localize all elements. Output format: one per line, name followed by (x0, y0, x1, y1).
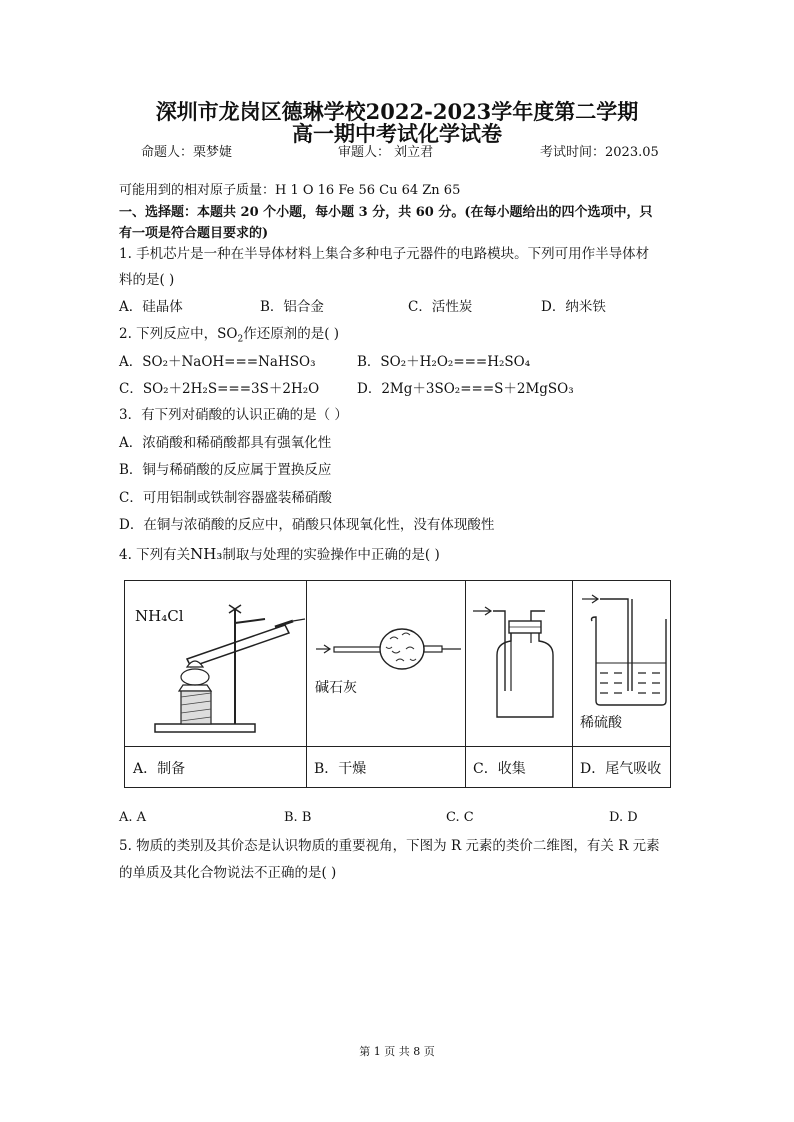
section1-instructions-line1: 一、选择题：本题共 20 个小题，每小题 3 分，共 60 分。(在每小题给出的四个选项中，只 (119, 205, 653, 220)
q5-stem-line1: 5. 物质的类别及其价态是认识物质的重要视角，下图为 R 元素的类价二维图，有关 R 元素 (119, 838, 660, 854)
exam-time: 考试时间：2023.05 (540, 145, 659, 160)
page-footer: 第 1 页 共 8 页 (359, 1045, 435, 1058)
q2-stem: 2. 下列反应中，$SO_2$作还原剂的是( ) (119, 326, 340, 345)
q1-option-b[interactable]: B．铝合金 (260, 299, 324, 315)
apparatus-b-label: 碱石灰 (315, 680, 357, 696)
caption-b: B．干燥 (314, 761, 367, 777)
reviewer-info: 审题人： 刘立君 (338, 145, 434, 160)
q1-option-c[interactable]: C．活性炭 (408, 299, 473, 315)
q1-option-a[interactable]: A．硅晶体 (119, 299, 183, 315)
setter-info: 命题人：栗梦婕 (141, 145, 233, 160)
apparatus-a-heating-illustration (125, 581, 306, 746)
caption-a: A．制备 (133, 761, 186, 777)
exam-title-line1: 深圳市龙岗区德琳学校2022-2023学年度第二学期 (155, 99, 639, 124)
apparatus-a-label: NH₄Cl (135, 607, 184, 625)
q3-option-b[interactable]: B．铜与稀硝酸的反应属于置换反应 (119, 462, 332, 478)
apparatus-d-label: 稀硫酸 (580, 715, 622, 731)
caption-d: D．尾气吸收 (580, 761, 662, 777)
q2-option-d[interactable]: D．2Mg＋3SO₂===S＋2MgSO₃ (357, 381, 574, 397)
q1-stem-line1: 1. 手机芯片是一种在半导体材料上集合多种电子元器件的电路模块。下列可用作半导体材 (119, 246, 650, 262)
section1-instructions-line2: 有一项是符合题目要求的) (119, 226, 269, 241)
apparatus-table (124, 580, 671, 788)
q1-option-d[interactable]: D．纳米铁 (541, 299, 606, 315)
exam-title-line2: 高一期中考试化学试卷 (292, 121, 502, 146)
q2-option-b[interactable]: B．SO₂＋H₂O₂===H₂SO₄ (357, 354, 531, 370)
q4-option-b[interactable]: B. B (284, 810, 312, 825)
q4-option-d[interactable]: D. D (609, 810, 638, 825)
q1-stem-line2: 料的是( ) (119, 272, 175, 288)
q3-option-c[interactable]: C．可用铝制或铁制容器盛装稀硝酸 (119, 490, 332, 506)
q3-option-d[interactable]: D．在铜与浓硝酸的反应中，硝酸只体现氧化性，没有体现酸性 (119, 517, 495, 533)
apparatus-b-drying-tube-illustration (306, 581, 465, 746)
q2-option-c[interactable]: C．SO₂＋2H₂S===3S＋2H₂O (119, 381, 320, 397)
q4-stem: 4. 下列有关NH₃制取与处理的实验操作中正确的是( ) (119, 545, 440, 563)
q3-stem: 3．有下列对硝酸的认识正确的是（ ） (119, 407, 348, 423)
q4-option-c[interactable]: C. C (446, 810, 474, 825)
caption-c: C．收集 (473, 761, 526, 777)
q3-option-a[interactable]: A．浓硝酸和稀硝酸都具有强氧化性 (119, 435, 332, 451)
q5-stem-line2: 的单质及其化合物说法不正确的是( ) (119, 865, 337, 881)
atomic-masses: 可能用到的相对原子质量：H 1 O 16 Fe 56 Cu 64 Zn 65 (119, 183, 461, 198)
q4-option-a[interactable]: A. A (119, 810, 147, 825)
q2-option-a[interactable]: A．SO₂＋NaOH===NaHSO₃ (119, 354, 316, 370)
apparatus-c-gas-bottle-illustration (465, 581, 572, 746)
